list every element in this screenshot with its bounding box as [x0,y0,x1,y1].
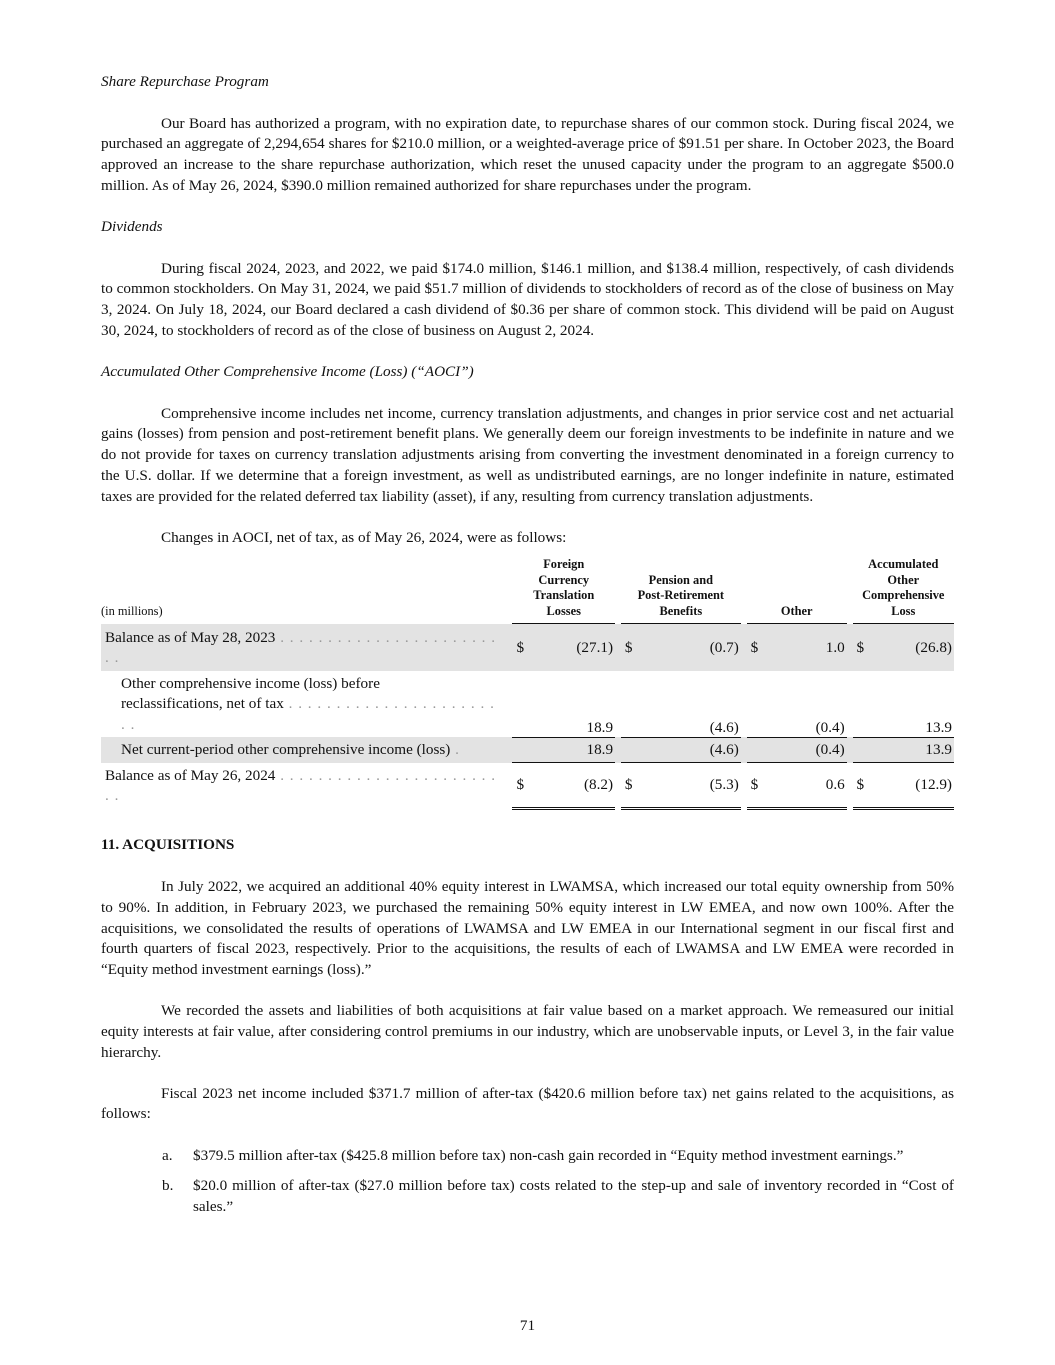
document-page [101,72,954,1228]
aoci-intro: Changes in AOCI, net of tax, as of May 26, 2024, were as follows: [161,528,567,546]
col-header-fx: Foreign Currency Translation Losses [512,557,615,624]
cell-value: 13.9 [870,737,954,763]
table-row: Balance as of May 26, 2024 . . . . . . . . . . . . . . . . . . . . . . . . . $ (8.2) $ (5.3) $ 0.6 $ (12.9) [101,763,954,809]
list-text: $20.0 million of after-tax ($27.0 million before tax) costs related to the step-up and sale of inventory recorded in “Cost of sales.” [193,1177,954,1216]
row-label: Net current-period other comprehensive income (loss) [121,741,451,759]
list-item [101,1176,954,1217]
acquisitions-paragraph-2: We recorded the assets and liabilities of both acquisitions at fair value based on a market approach. We remeasured our initial equity interests at fair value, after considering control premiums in our industry, which are unobservable inputs, or Level 3, in the fair value hierarchy. [101,1002,954,1061]
acquisitions-paragraph-1: In July 2022, we acquired an additional 40% equity interest in LWAMSA, which increased our total equity ownership from 50% to 90%. In addition, in February 2023, we purchased the remaining 50% equity interest in LW EMEA, and now own 100%. After the acquisitions, we consolidated the results of operations of LWAMSA and LW EMEA in our International segment in our fiscal first and fourth quarters of fiscal 2023, respectively. Prior to the acquisitions, the results of each of LWAMSA and LW EMEA were recorded in “Equity method investment earnings (loss).” [101,878,954,978]
col-header-other: Other [747,557,847,624]
unit-label: (in millions) [101,604,163,619]
cell-value: (27.1) [530,624,615,671]
table-header-row [101,557,954,624]
row-label: Balance as of May 28, 2023 [105,628,276,646]
cell-value: (4.6) [639,737,741,763]
acquisitions-paragraph-3: Fiscal 2023 net income included $371.7 million of after-tax ($420.6 million before tax) net gains related to the acquisitions, as follows: [101,1084,954,1123]
cell-value: (12.9) [870,763,954,809]
cell-value: (5.3) [639,763,741,809]
table-row: Net current-period other comprehensive income (loss) . 18.9 (4.6) (0.4) 13.9 [101,737,954,763]
cell-value: (0.4) [764,737,846,763]
dividends-heading: Dividends [101,218,163,236]
aoci-table [101,557,954,810]
col-header-total: Accumulated Other Comprehensive Loss [853,557,954,624]
cell-value: (4.6) [639,671,741,738]
aoci-paragraph: Comprehensive income includes net income, currency translation adjustments, and changes in prior service cost and net actuarial gains (losses) from pension and post-retirement benefit plans. We generally deem our foreign investments to be indefinite in nature and we do not provide for taxes on currency translation adjustments arising from converting the investment denominated in a foreign currency to the U.S. dollar. If we determine that a foreign investment, as well as undistributed earnings, are no longer indefinite in nature, estimated taxes are provided for the related deferred tax liability (asset), if any, resulting from currency translation adjustments. [101,404,954,505]
cell-value: (8.2) [530,763,615,809]
share-repurchase-heading: Share Repurchase Program [101,73,269,90]
table-row: Balance as of May 28, 2023 . . . . . . . . . . . . . . . . . . . . . . . . . $ (27.1) $ (0.7) $ 1.0 $ (26.8) [101,624,954,671]
cell-value: 18.9 [530,737,615,763]
cell-value: 18.9 [530,671,615,738]
row-label: reclassifications, net of tax [121,695,284,713]
list-item [101,1146,954,1167]
share-repurchase-paragraph: Our Board has authorized a program, with no expiration date, to repurchase shares of our common stock. During fiscal 2024, we purchased an aggregate of 2,294,654 shares for $210.0 million, or a weighted-average price of $91.51 per share. In October 2023, the Board approved an increase to the share repurchase authorization, which reset the unused capacity under the program to an aggregate $500.0 million. As of May 26, 2024, $390.0 million remained authorized for share repurchases under the program. [101,114,954,194]
dividends-paragraph: During fiscal 2024, 2023, and 2022, we paid $174.0 million, $146.1 million, and $138.4 million, respectively, of cash dividends to common stockholders. On May 31, 2024, we paid $51.7 million of dividends to stockholders of record as of the close of business on May 3, 2024. On July 18, 2024, our Board declared a cash dividend of $0.36 per share of common stock. This dividend will be paid on August 30, 2024, to stockholders of record as of the close of business on August 2, 2024. [101,259,954,339]
row-label: Other comprehensive income (loss) before [121,674,380,692]
cell-value: 1.0 [764,624,846,671]
table-row: Other comprehensive income (loss) before reclassifications, net of tax . . . . . . . . . . . . . . . . . . . . . . . . 18.9 (4.6) (0.4) 13.9 [101,671,954,738]
cell-value: 13.9 [870,671,954,738]
list-marker: a. [162,1146,173,1164]
page-number: 71 [519,1317,536,1334]
list-marker: b. [162,1177,174,1195]
list-text: $379.5 million after-tax ($425.8 million before tax) non-cash gain recorded in “Equity method investment earnings.” [193,1146,904,1164]
cell-value: (26.8) [870,624,954,671]
cell-value: (0.4) [764,671,846,738]
col-header-pension: Pension and Post-Retirement Benefits [621,557,741,624]
cell-value: 0.6 [764,763,846,809]
cell-value: (0.7) [639,624,741,671]
row-label: Balance as of May 26, 2024 [105,766,276,784]
acquisitions-heading: 11. ACQUISITIONS [101,836,235,854]
aoci-heading: Accumulated Other Comprehensive Income (Loss) (“AOCI”) [101,363,474,381]
